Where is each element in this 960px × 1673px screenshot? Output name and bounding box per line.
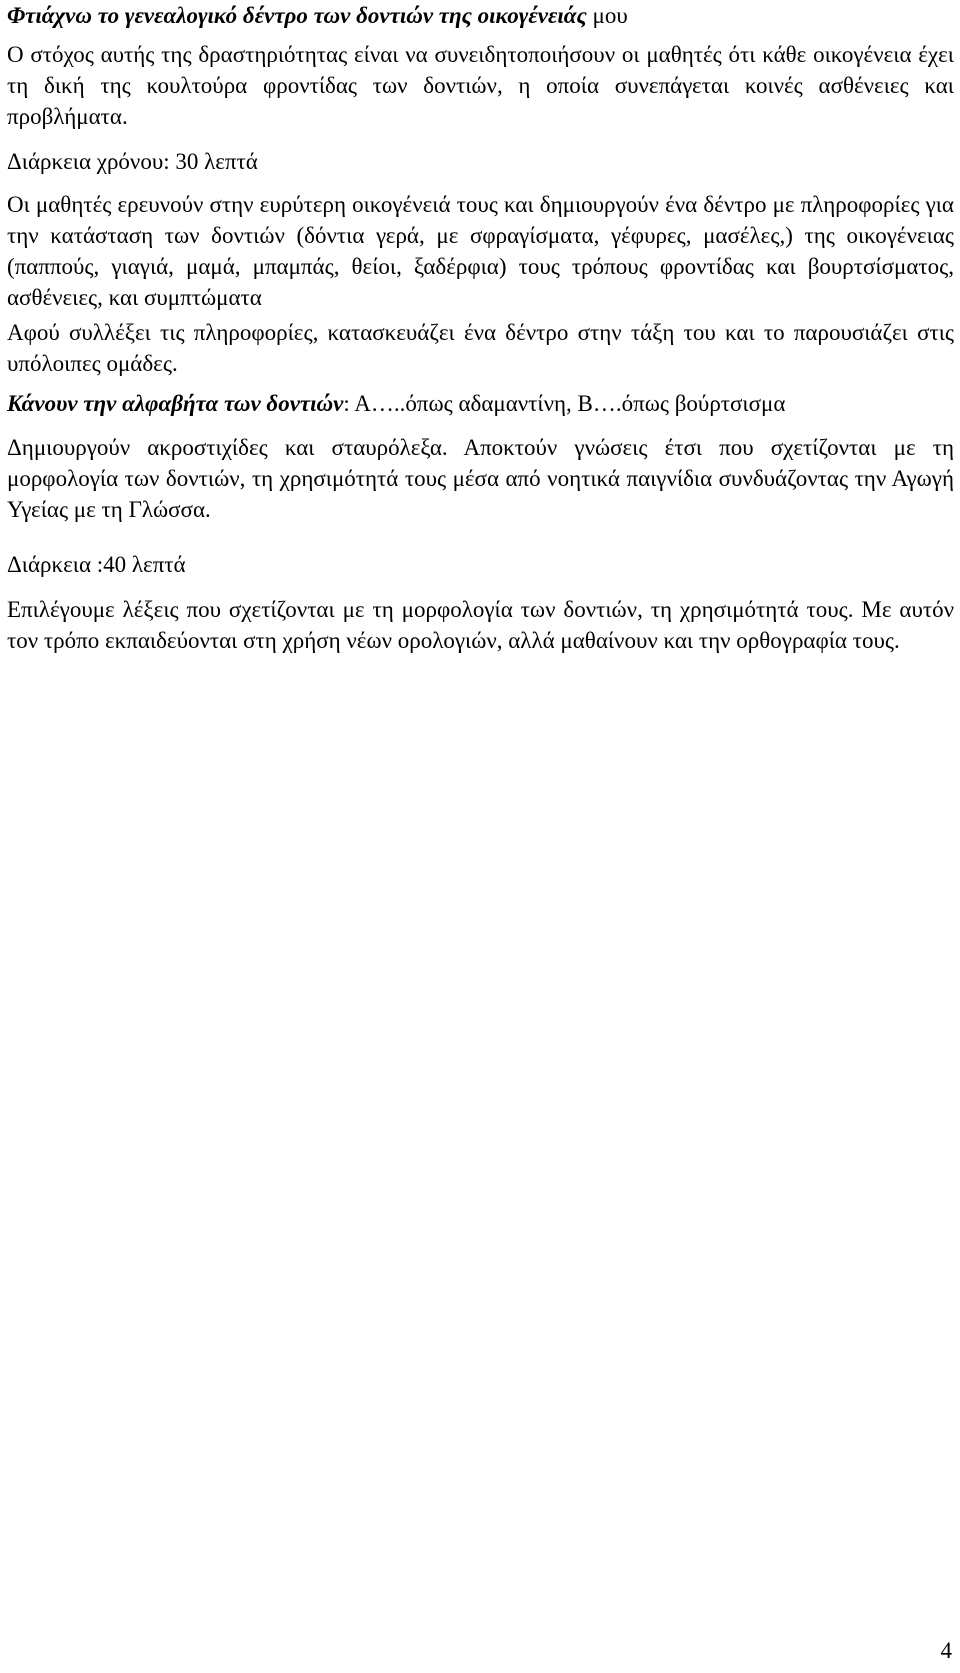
duration-second: Διάρκεια :40 λεπτά — [7, 552, 186, 577]
intro-paragraph: Ο στόχος αυτής της δραστηριότητας είναι να συνειδητοποιήσουν οι μαθητές ότι κάθε οικογένεια έχει τη δική της κουλτούρα φροντίδας των δοντιών, η οποία συνεπάγεται κοινές ασθένειες και προβλήματα. — [7, 42, 954, 129]
document-title — [7, 0, 954, 31]
acrostics-paragraph: Δημιουργούν ακροστιχίδες και σταυρόλεξα. Αποκτούν γνώσεις έτσι που σχετίζονται με τη μορφολογία των δοντιών, τη χρησιμότητά τους μέσα από νοητικά παιγνίδια συνδυάζοντας την Αγωγή Υγείας με τη Γλώσσα. — [7, 435, 954, 522]
document-title-suffix: μου — [586, 3, 628, 28]
activity-present-paragraph: Αφού συλλέξει τις πληροφορίες, κατασκευάζει ένα δέντρο στην τάξη του και το παρουσιάζει στις υπόλοιπες ομάδες. — [7, 320, 954, 376]
document-title-bold: Φτιάχνω το γενεαλογικό δέντρο των δοντιών της οικογένειάς — [7, 3, 587, 28]
alphabet-line — [7, 388, 954, 419]
activity-research-paragraph: Οι μαθητές ερευνούν στην ευρύτερη οικογένειά τους και δημιουργούν ένα δέντρο με πληροφορίες για την κατάσταση των δοντιών (δόντια γερά, με σφραγίσματα, γέφυρες, μασέλες,) της οικογένειας (παππούς, γιαγιά, μαμά, μπαμπάς, θείοι, ξαδέρφια) τους τρόπους φροντίδας και βουρτσίσματος, ασθένειες, και συμπτώματα — [7, 192, 954, 310]
alphabet-examples: : Α…..όπως αδαμαντίνη, Β….όπως βούρτσισμα — [343, 391, 786, 416]
words-paragraph: Επιλέγουμε λέξεις που σχετίζονται με τη μορφολογία των δοντιών, τη χρησιμότητά τους. Με αυτόν τον τρόπο εκπαιδεύονται στη χρήση νέων ορολογιών, αλλά μαθαίνουν και την ορθογραφία τους. — [7, 597, 954, 653]
page-number: 4 — [940, 1638, 952, 1663]
duration-first: Διάρκεια χρόνου: 30 λεπτά — [7, 149, 258, 174]
alphabet-bold: Κάνουν την αλφαβήτα των δοντιών — [7, 391, 344, 416]
